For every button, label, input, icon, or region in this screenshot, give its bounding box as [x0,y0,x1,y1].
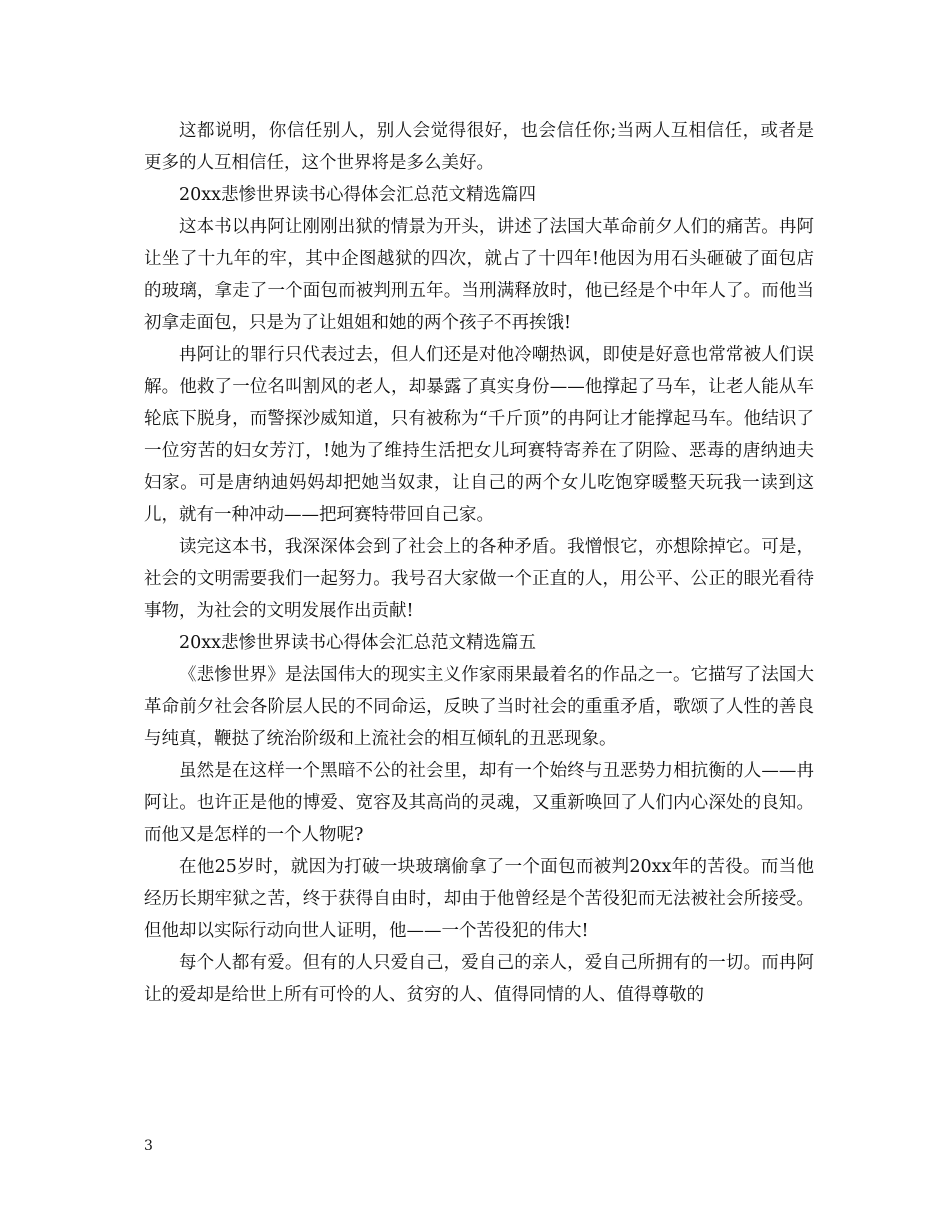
paragraph: 虽然是在这样一个黑暗不公的社会里，却有一个始终与丑恶势力相抗衡的人——冉阿让。也许正是他的博爱、宽容及其高尚的灵魂，又重新唤回了人们内心深处的良知。而他又是怎样的一个人物呢? [144,761,814,845]
paragraph: 这本书以冉阿让刚刚出狱的情景为开头，讲述了法国大革命前夕人们的痛苦。冉阿让坐了十九年的牢，其中企图越狱的四次，就占了十四年!他因为用石头砸破了面包店的玻璃，拿走了一个面包而被判刑五年。当刑满释放时，他已经是个中年人了。而他当初拿走面包，只是为了让姐姐和她的两个孩子不再挨饿! [144,217,814,333]
paragraph: 这都说明，你信任别人，别人会觉得很好，也会信任你;当两人互相信任，或者是更多的人互相信任，这个世界将是多么美好。 [144,121,814,173]
paragraph: 冉阿让的罪行只代表过去，但人们还是对他冷嘲热讽，即使是好意也常常被人们误解。他救了一位名叫割风的老人，却暴露了真实身份——他撑起了马车，让老人能从车轮底下脱身，而警探沙威知道，只有被称为“千斤顶”的冉阿让才能撑起马车。他结识了一位穷苦的妇女芳汀，!她为了维持生活把女儿珂赛特寄养在了阴险、恶毒的唐纳迪夫妇家。可是唐纳迪妈妈却把她当奴隶，让自己的两个女儿吃饱穿暖整天玩我一读到这儿，就有一种冲动——把珂赛特带回自己家。 [144,345,814,525]
section-heading: 20xx悲惨世界读书心得体会汇总范文精选篇五 [179,633,537,653]
page-number: 3 [144,1138,153,1154]
paragraph: 每个人都有爱。但有的人只爱自己，爱自己的亲人，爱自己所拥有的一切。而冉阿让的爱却是给世上所有可怜的人、贫穷的人、值得同情的人、值得尊敬的 [144,953,814,1005]
paragraph: 在他25岁时，就因为打破一块玻璃偷拿了一个面包而被判20xx年的苦役。而当他经历长期牢狱之苦，终于获得自由时，却由于他曾经是个苦役犯而无法被社会所接受。但他却以实际行动向世人证明，他——一个苦役犯的伟大! [144,857,814,941]
document-body [144,115,814,1011]
paragraph: 《悲惨世界》是法国伟大的现实主义作家雨果最着名的作品之一。它描写了法国大革命前夕社会各阶层人民的不同命运，反映了当时社会的重重矛盾，歌颂了人性的善良与纯真，鞭挞了统治阶级和上流社会的相互倾轧的丑恶现象。 [144,665,814,749]
section-heading: 20xx悲惨世界读书心得体会汇总范文精选篇四 [179,185,537,205]
paragraph: 读完这本书，我深深体会到了社会上的各种矛盾。我憎恨它，亦想除掉它。可是，社会的文明需要我们一起努力。我号召大家做一个正直的人，用公平、公正的眼光看待事物，为社会的文明发展作出贡献! [144,537,814,621]
